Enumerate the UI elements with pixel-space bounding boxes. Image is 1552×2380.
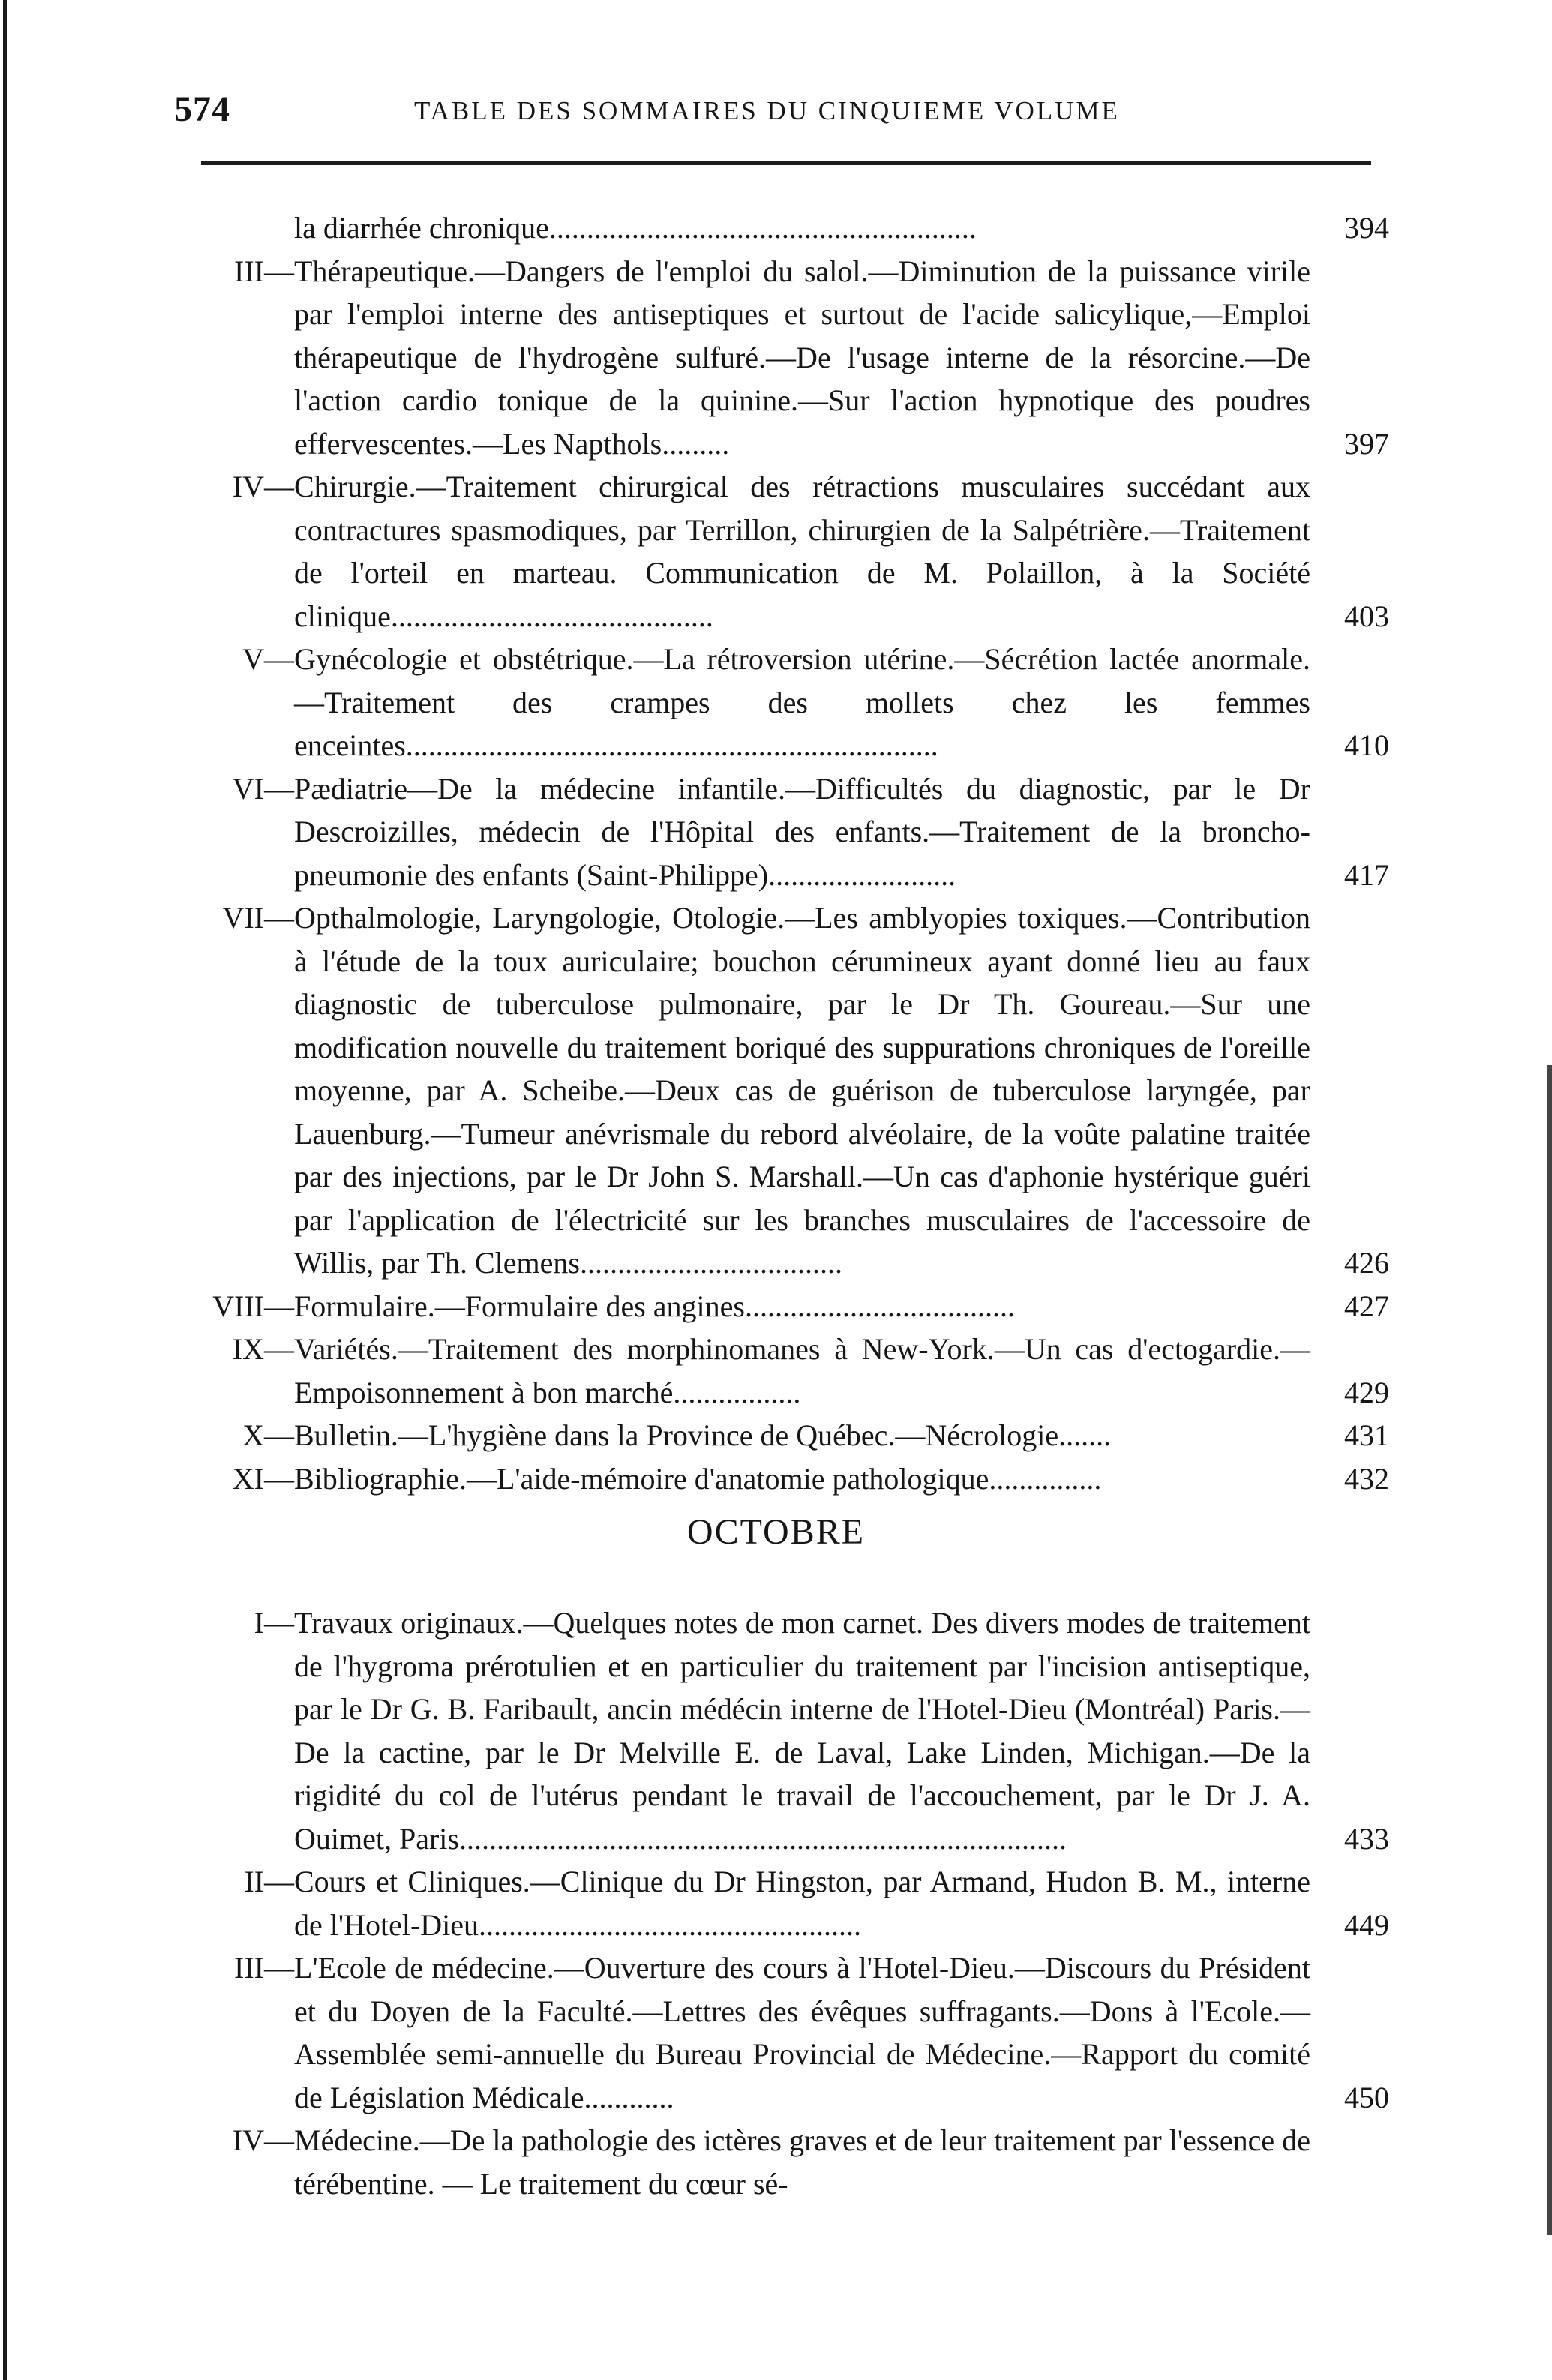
toc-entry-therapeutique (174, 250, 1389, 466)
entry-text: Cours et Cliniques.—Clinique du Dr Hingston, par Armand, Hudon B. M., interne de l'Hotel-Dieu................................................... (294, 1865, 1310, 1942)
toc-entry-bulletin (174, 1414, 1389, 1457)
page-header (174, 89, 1374, 141)
toc-entry-medecine (174, 2119, 1389, 2205)
month-heading: OCTOBRE (686, 1512, 866, 1552)
entry-page: 433 (1344, 1821, 1389, 1856)
entry-number: IV— (232, 2123, 294, 2157)
entry-text: la diarrhée chronique......................................................... (294, 211, 977, 245)
entry-page: 450 (1344, 2080, 1389, 2114)
entry-text: Chirurgie.—Traitement chirurgical des rétractions musculaires succédant aux contractures spasmodiques, par Terrillon, chirurgien de la Salpétrière.—Traitement de l'orteil en marteau. Communication de M. Polaillon, à la Société clinique........................................... (294, 470, 1310, 633)
entry-text: Gynécologie et obstétrique.—La rétroversion utérine.—Sécrétion lactée anormale.—Traitement des crampes des mollets chez les femmes enceintes....................................................................... (294, 642, 1310, 762)
entry-number: VIII— (212, 1289, 294, 1323)
toc-entry-travaux-originaux (174, 1601, 1389, 1860)
entry-page: 426 (1344, 1246, 1389, 1280)
entry-number: V— (242, 642, 294, 676)
toc-entry-paediatrie (174, 767, 1389, 897)
toc-entry-cours-cliniques (174, 1860, 1389, 1946)
entry-text: Bulletin.—L'hygiène dans la Province de Québec.—Nécrologie....... (294, 1418, 1112, 1452)
toc-section-october (174, 1601, 1389, 2205)
entry-number: IX— (232, 1332, 294, 1366)
toc-entry-formulaire (174, 1285, 1389, 1328)
entry-page: 427 (1344, 1289, 1389, 1323)
entry-text: Travaux originaux.—Quelques notes de mon carnet. Des divers modes de traitement de l'hygroma prérotulien et en particulier du traitement par l'incision antiseptique, par le Dr G. B. Faribault, ancin médécin interne de l'Hotel-Dieu (Montréal) Paris.—De la cactine, par le Dr Melville E. de Laval, Lake Linden, Michigan.—De la rigidité du col de l'utérus pendant le travail de l'accouchement, par le Dr J. A. Ouimet, Paris................................................................................. (294, 1606, 1310, 1856)
page-number: 574 (174, 89, 230, 129)
entry-number: IV— (232, 470, 294, 503)
entry-page: 431 (1344, 1418, 1389, 1452)
toc-entry-ecole-medecine (174, 1946, 1389, 2119)
entry-page: 394 (1344, 211, 1389, 245)
entry-number: I— (254, 1606, 294, 1640)
toc-continuation (174, 206, 1389, 250)
entry-number: X— (242, 1418, 294, 1452)
entry-text: Thérapeutique.—Dangers de l'emploi du salol.—Diminution de la puissance virile par l'emploi interne des antiseptiques et surtout de l'acide salicylique,—Emploi thérapeutique de l'hydrogène sulfuré.—De l'usage interne de la résorcine.—De l'action cardio tonique de la quinine.—Sur l'action hypnotique des poudres effervescentes.—Les Napthols......... (294, 254, 1310, 461)
toc-section-september (174, 206, 1389, 1500)
toc-entry-opthalmologie (174, 896, 1389, 1285)
entry-page: 429 (1344, 1375, 1389, 1409)
entry-page: 417 (1344, 857, 1389, 892)
running-title: TABLE DES SOMMAIRES DU CINQUIEME VOLUME (414, 96, 1120, 125)
entry-number: III— (234, 254, 294, 288)
entry-page: 403 (1344, 599, 1389, 633)
entry-page: 397 (1344, 426, 1389, 461)
entry-text: L'Ecole de médecine.—Ouverture des cours à l'Hotel-Dieu.—Discours du Président et du Doyen de la Faculté.—Lettres des évêques suffragants.—Dons à l'Ecole.— Assemblée semi-annuelle du Bureau Provincial de Médecine.—Rapport du comité de Législation Médicale............ (294, 1951, 1310, 2114)
entry-text: Bibliographie.—L'aide-mémoire d'anatomie pathologique............... (294, 1461, 1102, 1496)
header-rule (201, 161, 1371, 165)
entry-text: Formulaire.—Formulaire des angines.................................... (294, 1289, 1015, 1323)
entry-page: 449 (1344, 1907, 1389, 1942)
toc-entry-gynecologie (174, 638, 1389, 767)
entry-page: 410 (1344, 728, 1389, 762)
toc-entry-chirurgie (174, 465, 1389, 638)
entry-text: Pædiatrie—De la médecine infantile.—Difficultés du diagnostic, par le Dr Descroizilles, médecin de l'Hôpital des enfants.—Traitement de la broncho-pneumonie des enfants (Saint-Philippe)......................... (294, 771, 1310, 892)
entry-text: Variétés.—Traitement des morphinomanes à New-York.—Un cas d'ectogardie.—Empoisonnement à bon marché................. (294, 1332, 1310, 1409)
entry-number: VII— (222, 901, 294, 935)
entry-text: Médecine.—De la pathologie des ictères graves et de leur traitement par l'essence de térébentine. — Le traitement du cœur sé- (294, 2123, 1310, 2201)
entry-page: 432 (1344, 1461, 1389, 1496)
entry-number: III— (234, 1951, 294, 1985)
entry-number: II— (244, 1865, 294, 1898)
toc-entry-varietes (174, 1328, 1389, 1414)
entry-number: VI— (232, 771, 294, 806)
entry-text: Opthalmologie, Laryngologie, Otologie.—Les amblyopies toxiques.—Contribution à l'étude de la toux auriculaire; bouchon cérumineux ayant donné lieu au faux diagnostic de tuberculose pulmonaire, par le Dr Th. Goureau.—Sur une modification nouvelle du traitement boriqué des suppurations chroniques de l'oreille moyenne, par A. Scheibe.—Deux cas de guérison de tuberculose laryngée, par Lauenburg.—Tumeur anévrismale du rebord alvéolaire, de la voûte palatine traitée par des injections, par le Dr John S. Marshall.—Un cas d'aphonie hystérique guéri par l'application de l'électricité sur les branches musculaires de l'accessoire de Willis, par Th. Clemens................................... (294, 901, 1310, 1280)
toc-entry-bibliographie (174, 1457, 1389, 1501)
entry-number: XI— (232, 1461, 294, 1496)
